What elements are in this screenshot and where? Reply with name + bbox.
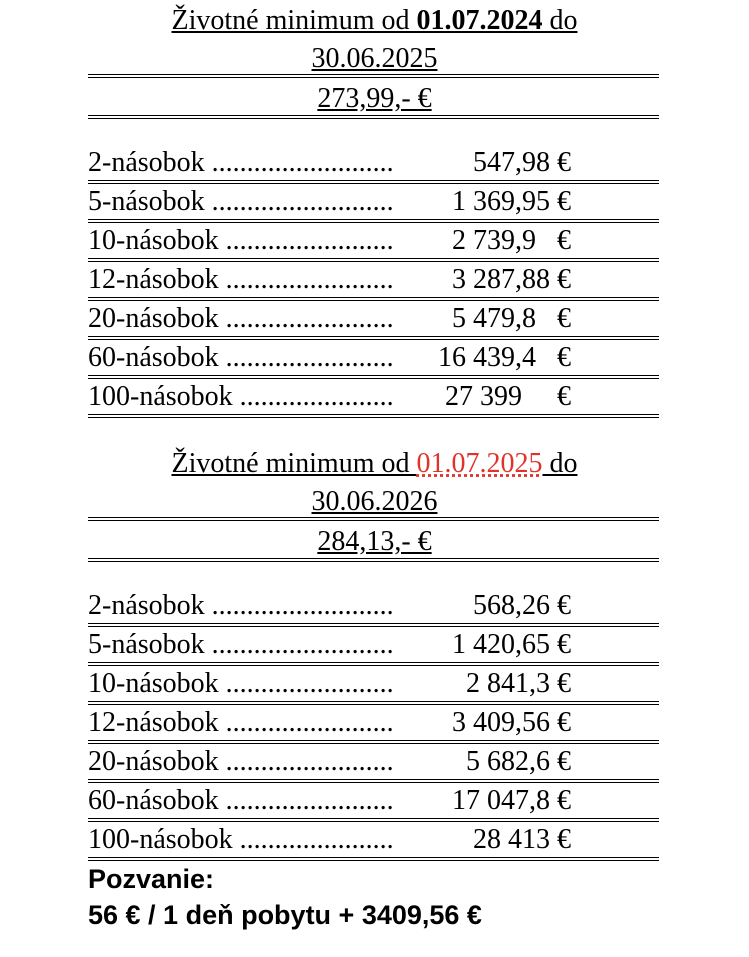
- title-mid: do: [542, 5, 578, 36]
- row-label: 2-násobok ..........................: [88, 590, 394, 621]
- invitation-heading: Pozvanie:: [88, 864, 215, 894]
- double-rule: [88, 779, 659, 783]
- row-value: 16 439,4 €: [438, 342, 571, 373]
- section-title: [0, 6, 749, 36]
- row-value: 28 413 €: [473, 824, 571, 855]
- row-label: 100-násobok ......................: [88, 381, 394, 412]
- row-label: 20-násobok ........................: [88, 746, 394, 777]
- row-label: 2-násobok ..........................: [88, 147, 394, 178]
- double-rule: [88, 701, 659, 705]
- section-title: [0, 449, 749, 479]
- row-label: 12-násobok ........................: [88, 264, 394, 295]
- row-value: 547,98 €: [473, 147, 571, 178]
- row-label: 5-násobok ..........................: [88, 186, 394, 217]
- title-date-from: 01.07.2024: [416, 5, 543, 36]
- title-prefix: Životné minimum od: [171, 448, 417, 479]
- row-value: 3 409,56 €: [452, 707, 571, 738]
- double-rule: [88, 818, 659, 822]
- row-label: 100-násobok ......................: [88, 824, 394, 855]
- row-label: 12-násobok ........................: [88, 707, 394, 738]
- title-mid: do: [542, 448, 578, 479]
- row-value: 2 739,9 €: [452, 225, 571, 256]
- row-value: 17 047,8 €: [452, 785, 571, 816]
- section-title-line2: [0, 487, 749, 517]
- base-amount: 273,99,- €: [317, 83, 432, 114]
- title-date-to: 30.06.2026: [311, 486, 438, 517]
- double-rule: [88, 258, 659, 262]
- row-label: 10-násobok ........................: [88, 668, 394, 699]
- row-value: 27 399 €: [445, 381, 571, 412]
- row-value: 2 841,3 €: [466, 668, 571, 699]
- double-rule: [88, 115, 659, 119]
- row-value: 1 369,95 €: [452, 186, 571, 217]
- double-rule: [88, 623, 659, 627]
- title-date-from: 01.07.2025: [416, 448, 543, 479]
- row-label: 60-násobok ........................: [88, 342, 394, 373]
- row-value: 3 287,88 €: [452, 264, 571, 295]
- double-rule: [88, 740, 659, 744]
- double-rule: [88, 375, 659, 379]
- row-value: 5 682,6 €: [466, 746, 571, 777]
- row-value: 5 479,8 €: [452, 303, 571, 334]
- double-rule: [88, 219, 659, 223]
- base-amount: 284,13,- €: [317, 526, 432, 557]
- double-rule: [88, 414, 659, 418]
- row-label: 10-násobok ........................: [88, 225, 394, 256]
- double-rule: [88, 857, 659, 861]
- row-label: 60-násobok ........................: [88, 785, 394, 816]
- double-rule: [88, 336, 659, 340]
- invitation-text: 56 € / 1 deň pobytu + 3409,56 €: [88, 900, 482, 930]
- double-rule: [88, 297, 659, 301]
- double-rule: [88, 180, 659, 184]
- row-label: 5-násobok ..........................: [88, 629, 394, 660]
- double-rule: [88, 74, 659, 78]
- title-date-to: 30.06.2025: [311, 43, 438, 74]
- row-value: 568,26 €: [473, 590, 571, 621]
- double-rule: [88, 517, 659, 521]
- row-label: 20-násobok ........................: [88, 303, 394, 334]
- title-prefix: Životné minimum od: [171, 5, 417, 36]
- double-rule: [88, 662, 659, 666]
- double-rule: [88, 558, 659, 562]
- section-title-line2: [0, 44, 749, 74]
- row-value: 1 420,65 €: [452, 629, 571, 660]
